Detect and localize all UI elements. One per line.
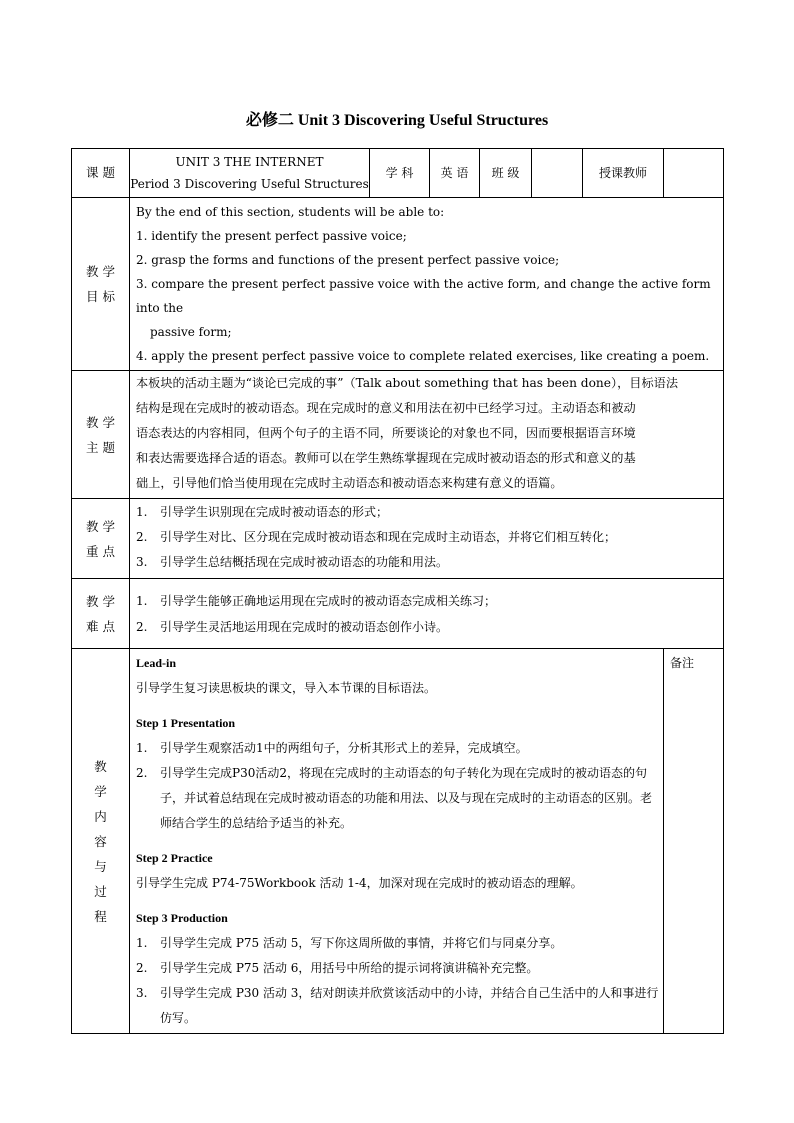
objective-item-continued: passive form; [150, 325, 232, 339]
process-label-char: 教 [94, 758, 107, 774]
subject-label: 学 科 [370, 149, 430, 198]
class-value [532, 149, 583, 198]
process-row [72, 649, 724, 1034]
process-label-char: 容 [94, 833, 107, 849]
process-label-char: 程 [94, 908, 107, 924]
key-points-content [130, 499, 724, 579]
step1-title: Step 1 Presentation [136, 716, 236, 730]
key-point-item: 1. 引导学生识别现在完成时被动语态的形式； [136, 505, 389, 519]
theme-line: 本板块的活动主题为“谈论已完成的事”（Talk about something that has been done），目标语法 [136, 376, 679, 390]
page-title: 必修二 Unit 3 Discovering Useful Structures [245, 112, 549, 129]
step1-item: 1. 引导学生观察活动1中的两组句子，分析其形式上的差异，完成填空。 [136, 741, 528, 755]
objective-item: 2. grasp the forms and functions of the present perfect passive voice; [136, 253, 560, 267]
step3-title: Step 3 Production [136, 911, 228, 925]
difficulties-label-2: 难 点 [86, 618, 115, 634]
theme-label-1: 教 学 [86, 414, 115, 430]
key-points-label-2: 重 点 [86, 543, 115, 559]
key-point-item: 2. 引导学生对比、区分现在完成时被动语态和现在完成时主动语态，并将它们相互转化； [136, 530, 617, 544]
process-label [72, 649, 130, 1034]
step3-item: 2. 引导学生完成 P75 活动 6，用括号中所给的提示词将演讲稿补充完整。 [136, 961, 539, 975]
theme-line: 和表达需要选择合适的语态。教师可以在学生熟练掌握现在完成时被动语态的形式和意义的基 [136, 451, 636, 465]
theme-content [130, 371, 724, 499]
topic-line-2: Period 3 Discovering Useful Structures [130, 177, 369, 191]
remarks-label: 备注 [670, 656, 695, 670]
process-label-char: 与 [94, 858, 107, 874]
step3-item: 3. 引导学生完成 P30 活动 3，结对朗读并欣赏该活动中的小诗，并结合自己生活中的人和事进行仿写。 [136, 986, 659, 1025]
leadin-text: 引导学生复习读思板块的课文，导入本节课的目标语法。 [136, 681, 437, 695]
theme-row [72, 371, 724, 499]
process-label-char: 学 [94, 783, 107, 799]
header-row [72, 149, 724, 198]
key-point-item: 3. 引导学生总结概括现在完成时被动语态的功能和用法。 [136, 555, 449, 569]
step2-title: Step 2 Practice [136, 851, 213, 865]
topic-cell [130, 149, 370, 198]
topic-line-1: UNIT 3 THE INTERNET [175, 155, 324, 169]
process-label-char: 过 [94, 883, 107, 899]
lesson-plan-table [71, 148, 724, 1034]
theme-label [72, 371, 130, 499]
step2-text: 引导学生完成 P74-75Workbook 活动 1-4，加深对现在完成时的被动语态的理解。 [136, 876, 583, 890]
difficulties-content [130, 579, 724, 649]
leadin-title: Lead-in [136, 656, 177, 670]
teacher-label: 授课教师 [583, 149, 664, 198]
objectives-intro: By the end of this section, students will be able to: [136, 205, 445, 219]
objectives-content [130, 198, 724, 371]
objective-item: 1. identify the present perfect passive voice; [136, 229, 407, 243]
remarks-cell [664, 649, 724, 1034]
difficulties-row [72, 579, 724, 649]
subject-value: 英 语 [430, 149, 480, 198]
objectives-label-2: 目 标 [86, 289, 115, 304]
class-label: 班 级 [480, 149, 532, 198]
difficulties-label-1: 教 学 [86, 593, 115, 609]
difficulty-item: 2. 引导学生灵活地运用现在完成时的被动语态创作小诗。 [136, 620, 449, 634]
topic-label: 课 题 [72, 149, 130, 198]
theme-line: 础上，引导他们恰当使用现在完成时主动语态和被动语态来构建有意义的语篇。 [136, 476, 563, 490]
objective-item: 3. compare the present perfect passive voice with the active form, and change the active form into the [136, 277, 711, 315]
difficulty-item: 1. 引导学生能够正确地运用现在完成时的被动语态完成相关练习； [136, 594, 497, 608]
theme-label-2: 主 题 [86, 439, 115, 455]
objectives-label [72, 198, 130, 371]
process-content [130, 649, 664, 1034]
step1-item: 2. 引导学生完成P30活动2，将现在完成时的主动语态的句子转化为现在完成时的被动语态的句子，并试着总结现在完成时被动语态的功能和用法、以及与现在完成时的主动语态的区别。老师结合学生的总结给予适当的补充。 [136, 766, 653, 830]
key-points-label-1: 教 学 [86, 518, 115, 534]
theme-line: 结构是现在完成时的被动语态。现在完成时的意义和用法在初中已经学习过。主动语态和被动 [136, 401, 636, 415]
key-points-row [72, 499, 724, 579]
objectives-label-1: 教 学 [86, 264, 115, 279]
teacher-value [664, 149, 724, 198]
key-points-label [72, 499, 130, 579]
step3-item: 1. 引导学生完成 P75 活动 5，写下你这周所做的事情，并将它们与同桌分享。 [136, 936, 563, 950]
objectives-row [72, 198, 724, 371]
objective-item: 4. apply the present perfect passive voice to complete related exercises, like creating a poem. [136, 349, 710, 363]
process-label-char: 内 [94, 808, 107, 824]
theme-line: 语态表达的内容相同，但两个句子的主语不同，所要谈论的对象也不同，因而要根据语言环境 [136, 426, 636, 440]
difficulties-label [72, 579, 130, 649]
